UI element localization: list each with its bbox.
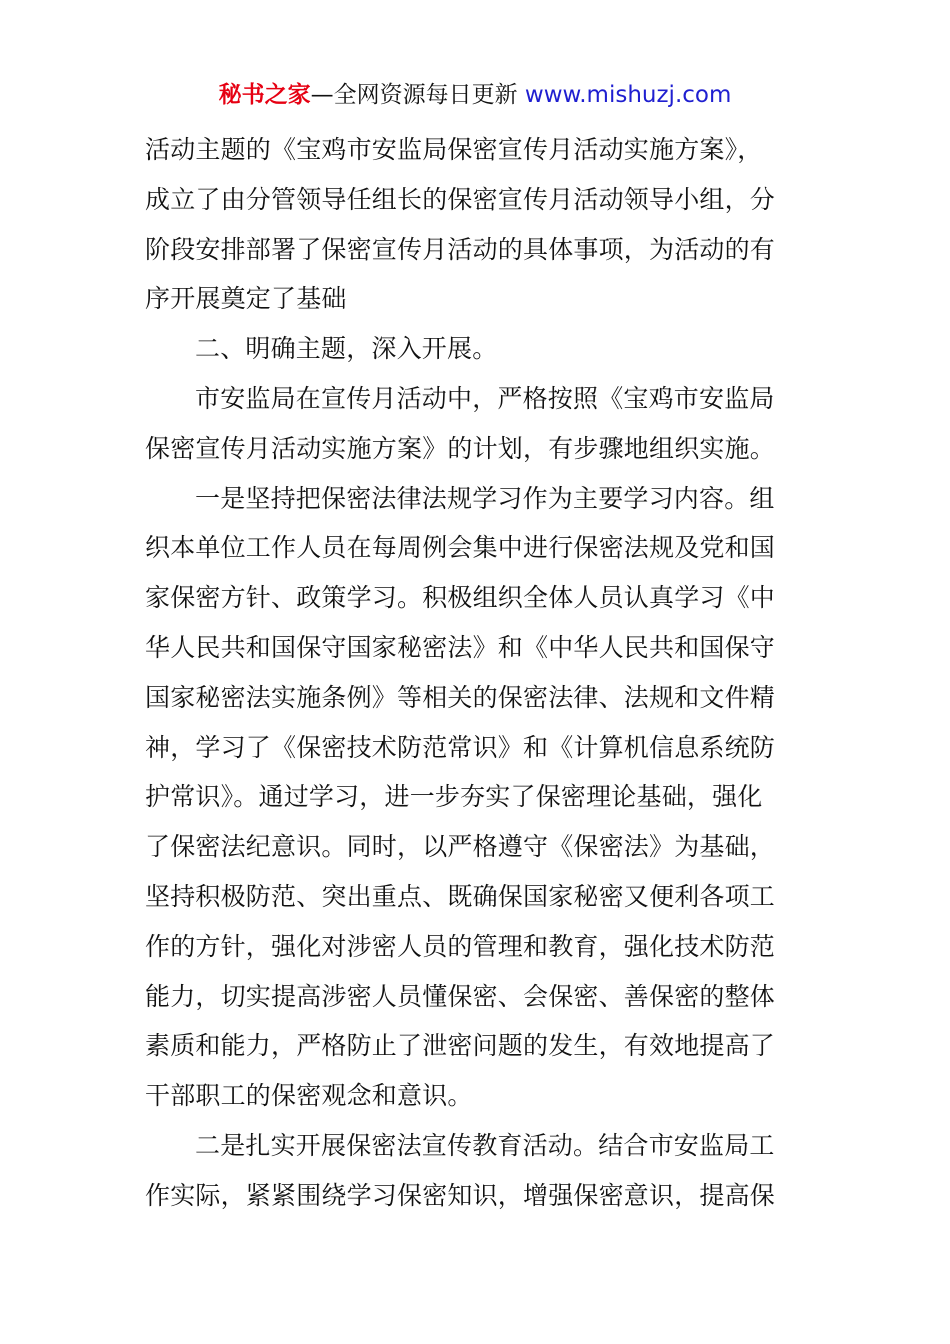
text-line: 市安监局在宣传月活动中，严格按照《宝鸡市安监局 (195, 383, 775, 413)
text-line: 序开展奠定了基础 (145, 284, 347, 314)
site-tagline: —全网资源每日更新 (310, 82, 525, 108)
document-body (145, 125, 810, 1221)
text-line: 华人民共和国保守国家秘密法》和《中华人民共和国保守 (145, 632, 776, 662)
site-header (0, 78, 950, 112)
text-line: 素质和能力，严格防止了泄密问题的发生，有效地提高了 (145, 1031, 776, 1061)
text-line: 护常识》。通过学习，进一步夯实了保密理论基础，强化 (145, 782, 763, 812)
text-line: 活动主题的《宝鸡市安监局保密宣传月活动实施方案》， (145, 135, 763, 164)
text-line: 干部职工的保密观念和意识。 (145, 1081, 473, 1111)
text-line: 阶段安排部署了保密宣传月活动的具体事项，为活动的有 (145, 234, 776, 264)
site-brand: 秘书之家 (218, 82, 311, 108)
text-line: 织本单位工作人员在每周例会集中进行保密法规及党和国 (145, 533, 776, 563)
text-line: 作的方针，强化对涉密人员的管理和教育，强化技术防范 (145, 931, 776, 961)
text-line: 神，学习了《保密技术防范常识》和《计算机信息系统防 (145, 732, 776, 762)
text-line: 家保密方针、政策学习。积极组织全体人员认真学习《中 (145, 583, 776, 613)
text-line: 二是扎实开展保密法宣传教育活动。结合市安监局工 (195, 1130, 775, 1160)
text-line: 一是坚持把保密法律法规学习作为主要学习内容。组 (195, 483, 775, 513)
text-line: 国家秘密法实施条例》等相关的保密法律、法规和文件精 (145, 682, 776, 712)
text-line: 成立了由分管领导任组长的保密宣传月活动领导小组，分 (145, 184, 776, 214)
site-url-link[interactable]: www.mishuzj.com (524, 82, 732, 108)
text-line: 了保密法纪意识。同时，以严格遵守《保密法》为基础， (145, 832, 776, 862)
text-line: 保密宣传月活动实施方案》的计划，有步骤地组织实施。 (145, 433, 776, 463)
text-line: 坚持积极防范、突出重点、既确保国家秘密又便利各项工 (145, 881, 776, 911)
text-line: 能力，切实提高涉密人员懂保密、会保密、善保密的整体 (145, 981, 776, 1011)
text-line: 作实际，紧紧围绕学习保密知识，增强保密意识，提高保 (145, 1180, 776, 1210)
section-heading: 二、明确主题，深入开展。 (195, 334, 498, 364)
